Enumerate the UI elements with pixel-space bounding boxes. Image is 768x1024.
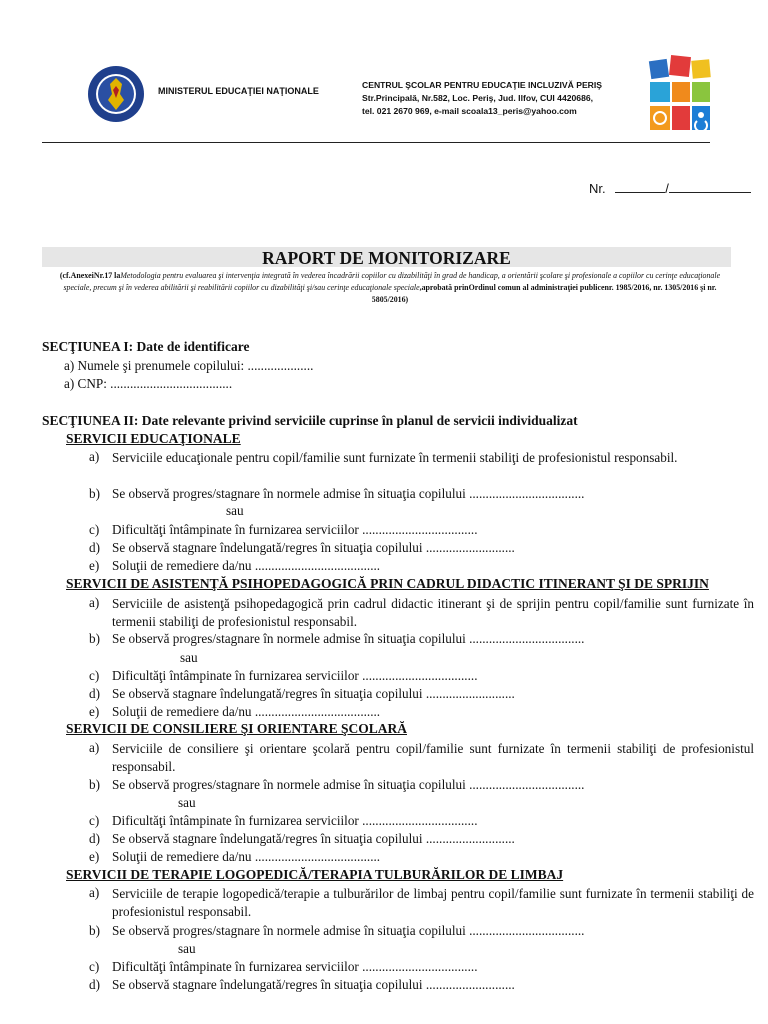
legal-methodology: Metodologia pentru evaluarea şi intervenţia integrată în vederea încadrării copiilor cu dizabilităţi în grad de handicap, a orientării şcolare şi profesionale a copiilor cu cerinţe educaţionale speciale, precum şi în vederea abilitării şi reabilitării copiilor cu dizabilităţi şi/sau cerinţe educaţionale speciale — [63, 271, 721, 292]
school-info — [362, 79, 602, 118]
g1-item-b: Se observă progres/stagnare în normele admise în situaţia copilului ................................... — [112, 486, 585, 501]
g1-item-c: Dificultăţi întâmpinate în furnizarea serviciilor ................................... — [112, 522, 478, 537]
g3-item-e: Soluţii de remediere da/nu ...................................... — [112, 849, 381, 864]
item-letter: b) — [89, 486, 100, 501]
g1-item-a — [112, 449, 754, 467]
item-letter: c) — [89, 668, 100, 683]
item-letter: d) — [89, 540, 100, 555]
item-letter: a) — [89, 885, 100, 900]
g3-item-a — [112, 740, 754, 776]
group-2-title: SERVICII DE ASISTENŢĂ PSIHOPEDAGOGICĂ PRIN CADRUL DIDACTIC ITINERANT ŞI DE SPRIJIN — [66, 576, 709, 591]
g3-item-b: Se observă progres/stagnare în normele admise în situaţia copilului ................................... — [112, 777, 585, 792]
g2-item-a — [112, 595, 754, 631]
g2-item-b: Se observă progres/stagnare în normele admise în situaţia copilului ................................... — [112, 631, 585, 646]
section-1-heading: SECŢIUNEA I: Date de identificare — [42, 339, 250, 354]
header-divider — [42, 142, 710, 143]
item-letter: b) — [89, 631, 100, 646]
g1-sau: sau — [226, 503, 244, 518]
item-letter: a) — [89, 740, 100, 755]
legal-reference — [52, 270, 728, 306]
item-letter: b) — [89, 777, 100, 792]
group-4-title: SERVICII DE TERAPIE LOGOPEDICĂ/TERAPIA TULBURĂRILOR DE LIMBAJ — [66, 867, 564, 882]
item-letter: e) — [89, 558, 100, 573]
g3-a-line2: de profesionistul responsabil. — [112, 741, 754, 774]
g4-a-line1: Serviciile de terapie logopedică/terapie a tulburărilor de limbaj pentru copil/familie sunt — [112, 886, 582, 901]
ministry-name: MINISTERUL EDUCAŢIEI NAŢIONALE — [158, 86, 319, 96]
child-name-field: a) Numele şi prenumele copilului: .................... — [64, 358, 314, 373]
item-letter: c) — [89, 813, 100, 828]
item-letter: e) — [89, 704, 100, 719]
group-3-title: SERVICII DE CONSILIERE ŞI ORIENTARE ŞCOLARĂ — [66, 721, 407, 736]
g4-item-d: Se observă stagnare îndelungată/regres în situaţia copilului ........................... — [112, 977, 515, 992]
item-letter: b) — [89, 923, 100, 938]
g1-a-line2: responsabil. — [614, 450, 678, 465]
legal-prefix: (cf.AnexeiNr.17 la — [59, 271, 121, 280]
g1-item-d: Se observă stagnare îndelungată/regres în situaţia copilului ........................... — [112, 540, 515, 555]
item-letter: d) — [89, 831, 100, 846]
cnp-field: a) CNP: ..................................... — [64, 376, 233, 391]
school-logo — [648, 54, 712, 134]
g4-a-line2: furnizate în termenii stabiliţi de profesionistul responsabil. — [112, 886, 754, 919]
g2-a-line1: Serviciile de asistenţă psihopedagogică prin cadrul didactic itinerant şi de sprijin pentru — [112, 596, 589, 611]
page-title: RAPORT DE MONITORIZARE — [262, 248, 511, 268]
registration-number — [589, 181, 751, 196]
school-address: Str.Principală, Nr.582, Loc. Periş, Jud. Ilfov, CUI 4420686, — [362, 93, 594, 103]
g4-item-b: Se observă progres/stagnare în normele admise în situaţia copilului ................................... — [112, 923, 585, 938]
school-name: CENTRUL ŞCOLAR PENTRU EDUCAŢIE INCLUZIVĂ PERIŞ — [362, 80, 602, 90]
item-letter: a) — [89, 449, 100, 464]
legal-suffix: ,aprobată prinOrdinul comun al administraţiei publicenr. 1985/2016, nr. 1305/2016 şi nr. 5805/2016) — [371, 283, 717, 304]
item-letter: c) — [89, 959, 100, 974]
g4-item-c: Dificultăţi întâmpinate în furnizarea serviciilor ................................... — [112, 959, 478, 974]
item-letter: c) — [89, 522, 100, 537]
item-letter: d) — [89, 977, 100, 992]
school-contact: tel. 021 2670 969, e-mail scoala13_peris@yahoo.com — [362, 106, 577, 116]
group-1-title: SERVICII EDUCAŢIONALE — [66, 431, 241, 446]
g1-a-line1: Serviciile educaţionale pentru copil/familie sunt furnizate în termenii stabiliţi de profesionistul — [112, 450, 611, 465]
item-letter: d) — [89, 686, 100, 701]
g2-item-d: Se observă stagnare îndelungată/regres în situaţia copilului ........................... — [112, 686, 515, 701]
g2-item-c: Dificultăţi întâmpinate în furnizarea serviciilor ................................... — [112, 668, 478, 683]
g2-sau: sau — [180, 650, 198, 665]
section-2-heading: SECŢIUNEA II: Date relevante privind serviciile cuprinse în planul de servicii individualizat — [42, 413, 578, 428]
g4-sau: sau — [178, 941, 196, 956]
g2-a-line2: copil/familie sunt furnizate în termenii stabiliţi de profesionistul responsabil. — [112, 596, 755, 629]
g1-item-e: Soluţii de remediere da/nu ...................................... — [112, 558, 381, 573]
nr-label: Nr. — [589, 181, 606, 196]
g3-sau: sau — [178, 795, 196, 810]
nr-blank-1[interactable] — [615, 182, 665, 193]
g2-item-e: Soluţii de remediere da/nu ...................................... — [112, 704, 381, 719]
item-letter: e) — [89, 849, 100, 864]
nr-separator: / — [665, 181, 669, 196]
nr-blank-2[interactable] — [669, 182, 751, 193]
item-letter: a) — [89, 595, 100, 610]
g4-item-a — [112, 885, 754, 921]
government-seal — [86, 64, 146, 124]
g3-item-c: Dificultăţi întâmpinate în furnizarea serviciilor ................................... — [112, 813, 478, 828]
g3-a-line1: Serviciile de consiliere şi orientare şcolară pentru copil/familie sunt furnizate în termenii stabiliţi — [112, 741, 657, 756]
g3-item-d: Se observă stagnare îndelungată/regres în situaţia copilului ........................... — [112, 831, 515, 846]
